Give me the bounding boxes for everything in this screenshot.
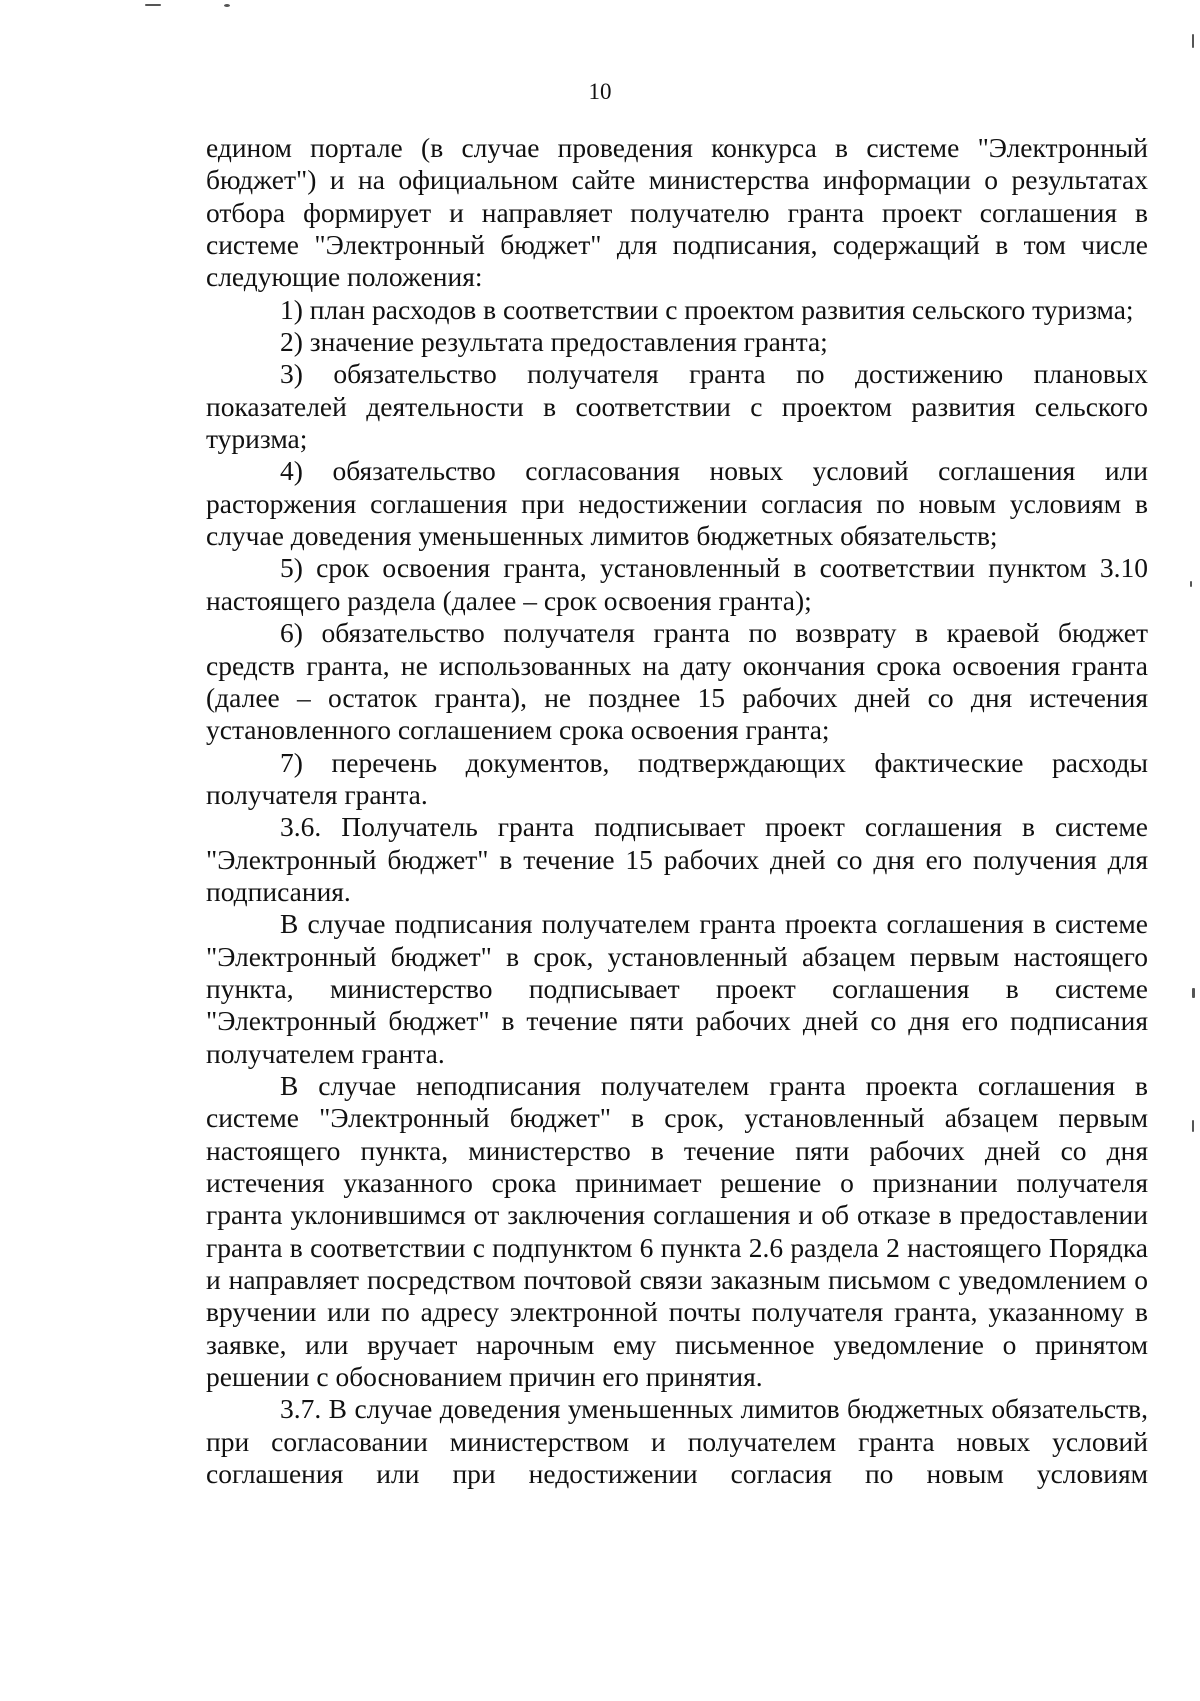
list-item-2: 2) значение результата предоставления гранта; (280, 326, 828, 358)
list-item-5: 5) срок освоения гранта, установленный в соответствии пунктом 3.10 настоящего раздела (далее – срок освоения гранта); (206, 552, 1148, 616)
paragraph: В случае неподписания получателем гранта проекта соглашения в системе "Электронный бюджет" в срок, установленный абзацем первым настоящего пункта, министерство в течение пяти рабочих дней со дня истечения указанного срока принимает решение о признании получателя гранта уклонившимся от заключения соглашения и об отказе в предоставлении гранта в соответствии с подпунктом 6 пункта 2.6 раздела 2 настоящего Порядка и направляет посредством почтовой связи заказным письмом с уведомлением о вручении или по адресу электронной почты получателя гранта, указанному в заявке, или вручает нарочным ему письменное уведомление о принятом решении с обоснованием причин его принятия. (206, 1069, 1148, 1393)
scan-speck (1192, 34, 1194, 48)
scan-speck (224, 4, 230, 7)
list-item-4: 4) обязательство согласования новых условий соглашения или расторжения соглашения при недостижении согласия по новым условиям в случае доведения уменьшенных лимитов бюджетных обязательств; (206, 455, 1148, 552)
paragraph: едином портале (в случае проведения конкурса в системе "Электронный бюджет") и на официальном сайте министерства информации о результатах отбора формирует и направляет получателю гранта проект соглашения в системе "Электронный бюджет" для подписания, содержащий в том числе следующие положения: (206, 132, 1148, 293)
clause-3-6: 3.6. Получатель гранта подписывает проект соглашения в системе "Электронный бюджет" в течение 15 рабочих дней со дня его получения для подписания. (206, 811, 1148, 907)
list-item-7: 7) перечень документов, подтверждающих фактические расходы получателя гранта. (206, 746, 1148, 810)
scan-speck (1192, 988, 1195, 998)
list-item-6: 6) обязательство получателя гранта по возврату в краевой бюджет средств гранта, не использованных на дату окончания срока освоения гранта (далее – остаток гранта), не позднее 15 рабочих дней со дня истечения установленного соглашением срока освоения гранта; (206, 617, 1148, 746)
scan-speck (145, 4, 161, 6)
clause-3-7: 3.7. В случае доведения уменьшенных лимитов бюджетных обязательств, при согласовании министерством и получателем гранта новых условий соглашения или при недостижении согласия по новым условиям (206, 1393, 1148, 1490)
list-item-3: 3) обязательство получателя гранта по достижению плановых показателей деятельности в соответствии с проектом развития сельского туризма; (206, 358, 1148, 455)
list-item-1: 1) план расходов в соответствии с проектом развития сельского туризма; (280, 293, 1134, 325)
scan-speck (1192, 1120, 1194, 1132)
body-text (206, 132, 1148, 1490)
page-number: 10 (588, 79, 612, 104)
paragraph: В случае подписания получателем гранта проекта соглашения в системе "Электронный бюджет" в срок, установленный абзацем первым настоящего пункта, министерство подписывает проект соглашения в системе "Электронный бюджет" в течение пяти рабочих дней со дня его подписания получателем гранта. (206, 908, 1148, 1069)
scan-speck (1190, 581, 1192, 587)
